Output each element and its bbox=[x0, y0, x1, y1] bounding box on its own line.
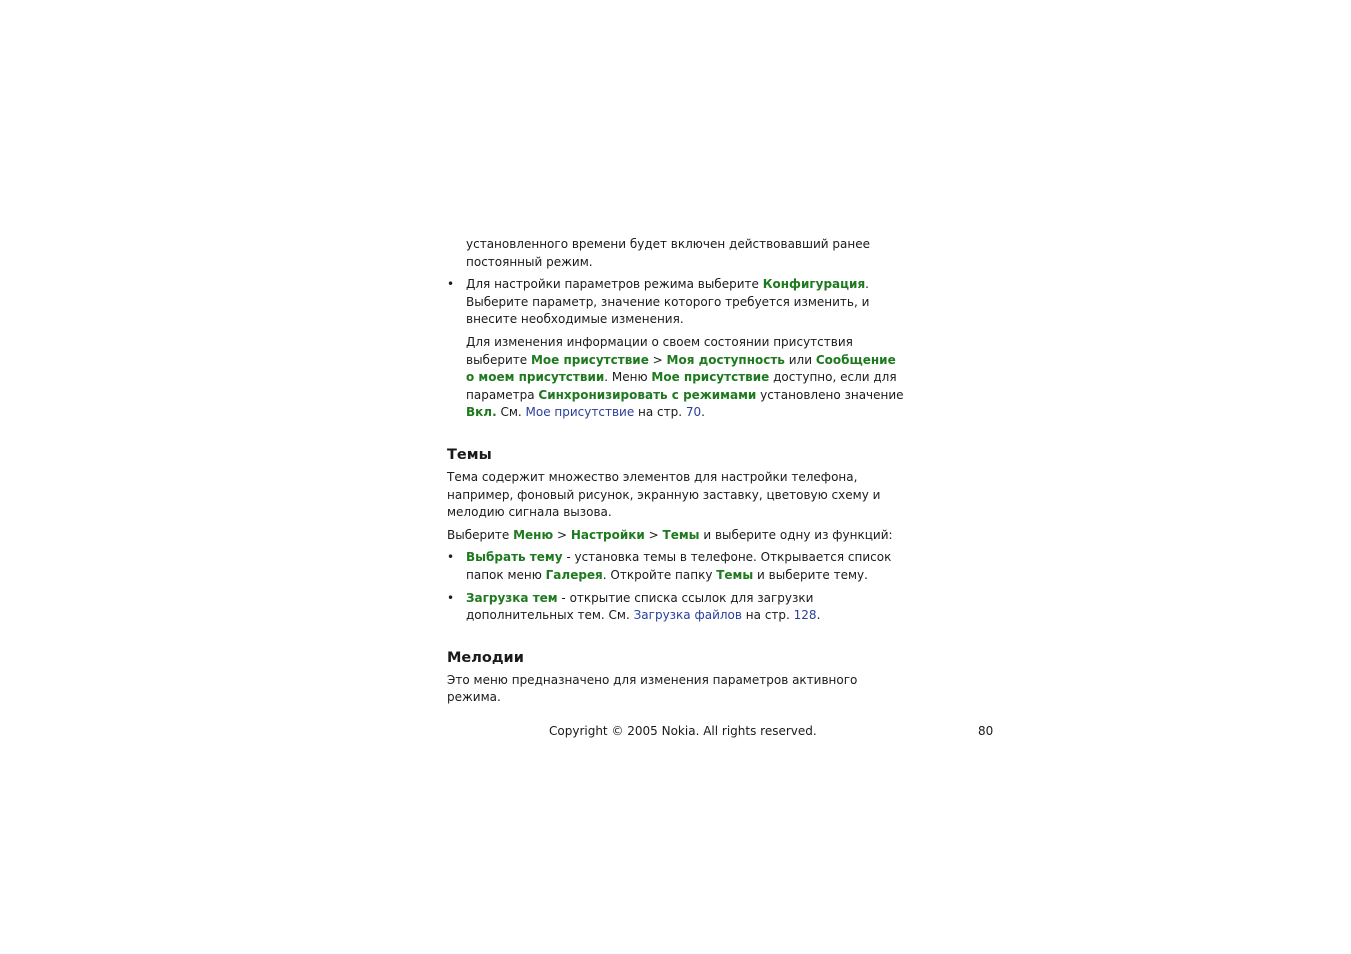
theme-downloads-text-2: на стр. bbox=[741, 608, 794, 623]
link-downloads[interactable]: Загрузка файлов bbox=[633, 608, 742, 623]
menu-term-my-availability: Моя доступность bbox=[666, 352, 785, 367]
theme-downloads-text-1: - открытие списка ссылок для загрузки дополнительных тем. См. bbox=[466, 590, 814, 623]
presence-text-7: См. bbox=[496, 405, 526, 420]
menu-term-configuration: Конфигурация bbox=[762, 277, 866, 292]
themes-select-text-2: > bbox=[553, 527, 571, 542]
menu-term-themes-folder: Темы bbox=[716, 567, 754, 582]
menu-term-my-presence-2: Мое присутствие bbox=[651, 370, 770, 385]
melodies-text bbox=[447, 672, 907, 707]
presence-text-3: или bbox=[784, 352, 816, 367]
menu-term-settings: Настройки bbox=[570, 527, 645, 542]
bullet1-text-2: . Выберите параметр, значение которого требуется изменить, и внесите необходимые изменения. bbox=[466, 277, 870, 327]
presence-paragraph bbox=[447, 334, 907, 422]
menu-term-presence-message: Сообщение о моем присутствии bbox=[466, 352, 896, 385]
bullet-icon: • bbox=[447, 277, 455, 292]
list-item-configuration bbox=[447, 276, 907, 329]
presence-text-6: установлено значение bbox=[756, 387, 904, 402]
bullet-icon: • bbox=[447, 590, 455, 605]
select-theme-text-3: и выберите тему. bbox=[753, 567, 868, 582]
presence-text-5: доступно, если для параметра bbox=[466, 370, 897, 402]
melodies-text-body: Это меню предназначено для изменения параметров активного режима. bbox=[447, 672, 858, 705]
section-heading-melodies: Мелодии bbox=[447, 649, 524, 666]
menu-term-select-theme: Выбрать тему bbox=[466, 550, 563, 565]
link-page-128[interactable]: 128 bbox=[793, 608, 817, 623]
continuation-text bbox=[447, 236, 907, 271]
select-theme-text-1: - установка темы в телефоне. Открывается список папок меню bbox=[466, 550, 892, 582]
menu-term-themes: Темы bbox=[662, 527, 700, 542]
presence-text-1: Для изменения информации о своем состоянии присутствия выберите bbox=[466, 334, 853, 367]
menu-term-gallery: Галерея bbox=[545, 567, 603, 582]
menu-term-sync-profiles: Синхронизировать с режимами bbox=[538, 387, 757, 402]
copyright-notice: Copyright © 2005 Nokia. All rights reserved. bbox=[549, 724, 817, 738]
themes-intro bbox=[447, 469, 907, 522]
continuation-text-body: установленного времени будет включен действовавший ранее постоянный режим. bbox=[466, 237, 870, 269]
themes-intro-text: Тема содержит множество элементов для настройки телефона, например, фоновый рисунок, экранную заставку, цветовую схему и мелодию сигнала вызова. bbox=[447, 469, 881, 520]
presence-text-8: на стр. bbox=[634, 405, 686, 420]
presence-text-4: . Меню bbox=[604, 370, 652, 385]
presence-text-2: > bbox=[648, 352, 667, 367]
presence-text-9: . bbox=[701, 405, 705, 420]
themes-select-text-1: Выберите bbox=[447, 527, 514, 542]
section-heading-themes: Темы bbox=[447, 446, 492, 463]
list-item-theme-downloads bbox=[447, 590, 907, 625]
list-item-select-theme bbox=[447, 549, 907, 584]
link-my-presence[interactable]: Мое присутствие bbox=[525, 405, 635, 420]
page-number: 80 bbox=[978, 724, 994, 738]
select-theme-text-2: . Откройте папку bbox=[602, 567, 717, 582]
menu-term-menu: Меню bbox=[513, 527, 554, 542]
theme-downloads-text-3: . bbox=[816, 608, 821, 623]
menu-term-my-presence: Мое присутствие bbox=[530, 352, 649, 367]
bullet1-text-1: Для настройки параметров режима выберите bbox=[466, 277, 763, 292]
page-content bbox=[447, 236, 907, 712]
themes-select-text-3: > bbox=[644, 527, 663, 542]
themes-select-instruction bbox=[447, 527, 907, 545]
menu-term-theme-downloads: Загрузка тем bbox=[466, 590, 558, 605]
menu-term-on: Вкл. bbox=[466, 405, 497, 420]
bullet-icon: • bbox=[447, 550, 455, 565]
link-page-70[interactable]: 70 bbox=[685, 405, 702, 420]
themes-select-text-4: и выберите одну из функций: bbox=[699, 527, 893, 542]
